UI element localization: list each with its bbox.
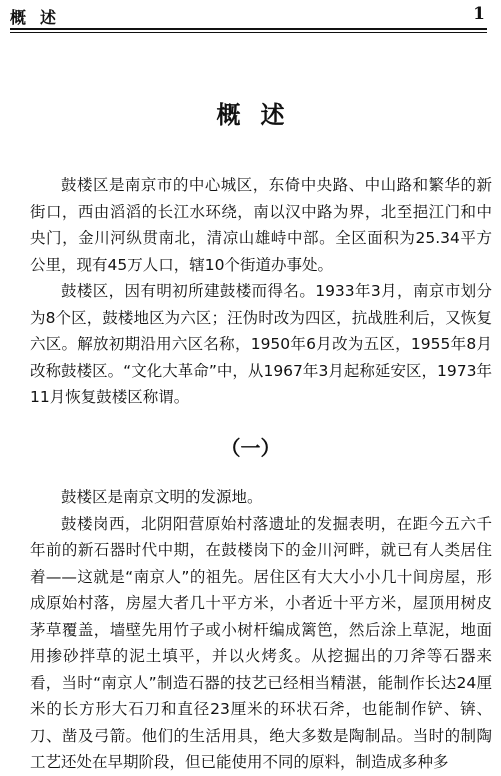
paragraph: 鼓楼区是南京文明的发源地。 xyxy=(61,488,263,506)
intro-text-block xyxy=(30,172,492,411)
header-title: 概述 xyxy=(10,8,71,27)
paragraph: 鼓楼区，因有明初所建鼓楼而得名。1933年3月，南京市划分为8个区，鼓楼地区为六区；汪伪时改为四区，抗战胜利后，又恢复六区。解放初期沿用六区名称，1950年6月改为五区，1955年8月改称鼓楼区。“文化大革命”中，从1967年3月起称延安区，1973年11月恢复鼓楼区称谓。 xyxy=(30,282,492,406)
section-heading: （一） xyxy=(220,436,281,460)
header-rule-thin xyxy=(10,32,487,33)
paragraph: 鼓楼区是南京市的中心城区，东倚中央路、中山路和繁华的新街口，西由滔滔的长江水环绕，南以汉中路为界，北至挹江门和中央门，金川河纵贯南北，清凉山雄峙中部。全区面积为25.34平方公里，现有45万人口，辖10个街道办事处。 xyxy=(30,176,492,274)
chapter-title: 概述 xyxy=(216,101,305,129)
running-header xyxy=(10,4,487,30)
paragraph: 鼓楼岗西，北阴阳营原始村落遗址的发掘表明，在距今五六千年前的新石器时代中期，在鼓楼岗下的金川河畔，就已有人类居住着——这就是“南京人”的祖先。居住区有大大小小几十间房屋，形成原始村落，房屋大者几十平方米，小者近十平方米，屋顶用树皮茅草覆盖，墙壁先用竹子或小树杆编成篱笆，然后涂上草泥，地面用掺砂拌草的泥土填平，并以火烤炙。从挖掘出的刀斧等石器来看，当时“南京人”制造石器的技艺已经相当精湛，能制作长达24厘米的长方形大石刀和直径23厘米的环状石斧，也能制作铲、锛、刀、凿及弓箭。他们的生活用具，绝大多数是陶制品。当时的制陶工艺还处在早期阶段，但已能使用不同的原料，制造成多种多 xyxy=(30,514,492,771)
header-rule-thick xyxy=(10,28,487,30)
page-number: 1 xyxy=(473,4,485,24)
section-text-block xyxy=(30,484,492,776)
